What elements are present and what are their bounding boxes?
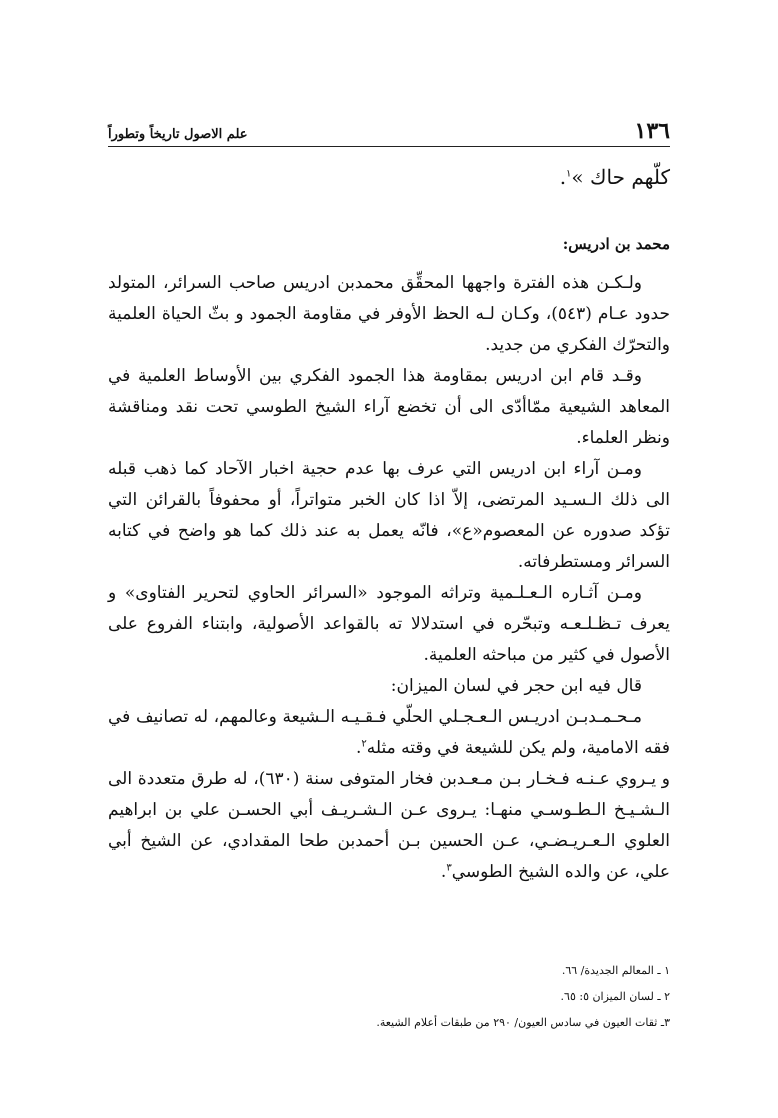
footnote-1: ١ ـ المعالم الجديدة/ ٦٦.	[561, 964, 670, 977]
page-header	[108, 112, 670, 147]
quote-paragraph: مـحـمـدبـن ادريـس الـعـجـلي الحلّي فـقـيـه الـشيعة وعالمهم، له تصانيف في فقه الامامية، ولم يكن للشيعة في وقته مثله$^٢$.	[108, 707, 670, 758]
main-text	[108, 150, 670, 888]
opening-line: كلّهم حاك »$^١$.	[559, 165, 670, 189]
final-text: و يـروي عـنـه فـخـار بـن مـعـدبن فخار المتوفى سنة (٦٣٠)، له طرق متعددة الى الـشـيـخ الـطـوسـي منهـا: يـروى عـن الـشـريـف أبي الحسـن علي بن ابراهيم العلوي الـعـريـضـي، عـن الحسين بـن أحمدبن طحا المقدادي، عن الشيخ أبي علي، عن والده الشيخ الطوسي	[108, 769, 670, 882]
footnote-ref-2: ٢	[361, 738, 367, 750]
page-number: ١٣٦	[634, 118, 670, 144]
footnote-ref-3: ٣	[446, 862, 452, 874]
paragraph-4: ومـن آثـاره الـعـلـمية وتراثه الموجود «السرائر الحاوي لتحرير الفتاوى» و يعرف تـظـلـعـه وتبحّره في استدلالا ته بالقواعد الأصولية، وابتناء الفروع على الأصول في كثير من مباحثه العلمية.	[108, 583, 670, 665]
opening-line-text: كلّهم حاك »	[571, 165, 670, 189]
paragraph-3: ومـن آراء ابن ادريس التي عرف بها عدم حجية اخبار الآحاد كما ذهب قبله الى ذلك الـسـيد المرتضى، إلاّ اذا كان الخبر متواتراً، أو محفوفاً بالقرائن التي تؤكد صدوره عن المعصوم«ع»، فانّه يعمل به عند ذلك كما هو واضح في كتابه السرائر ومستطرفاته.	[108, 459, 670, 572]
paragraph-5: قال فيه ابن حجر في لسان الميزان:	[390, 676, 642, 696]
footnotes	[108, 958, 670, 1036]
running-title: علم الاصول تاريخاً وتطوراً	[108, 127, 248, 142]
quote-text: مـحـمـدبـن ادريـس الـعـجـلي الحلّي فـقـيـه الـشيعة وعالمهم، له تصانيف في فقه الامامية، ولم يكن للشيعة في وقته مثله	[108, 707, 670, 758]
footnote-2: ٢ ـ لسان الميزان ٥: ٦٥.	[560, 990, 670, 1003]
paragraph-2: وقـد قام ابن ادريس بمقاومة هذا الجمود الفكري بين الأوساط العلمية في المعاهد الشيعية ممّاأدّى الى أن تخضع آراء الشيخ الطوسي تحت نقد ومناقشة ونظر العلماء.	[108, 366, 670, 448]
footnote-3: ٣ـ ثقات العيون في سادس العيون/ ٢٩٠ من طبقات أعلام الشيعة.	[376, 1016, 670, 1029]
section-heading: محمد بن ادريس:	[562, 235, 670, 253]
footnote-ref-1: ١	[566, 168, 572, 180]
final-paragraph: و يـروي عـنـه فـخـار بـن مـعـدبن فخار المتوفى سنة (٦٣٠)، له طرق متعددة الى الـشـيـخ الـطـوسـي منهـا: يـروى عـن الـشـريـف أبي الحسـن علي بن ابراهيم العلوي الـعـريـضـي، عـن الحسين بـن أحمدبن طحا المقدادي، عن الشيخ أبي علي، عن والده الشيخ الطوسي$^٣$.	[108, 769, 670, 882]
paragraph-1: ولـكـن هذه الفترة واجهها المحقِّق محمدبن ادريس صاحب السرائر، المتولد حدود عـام (٥٤٣)، وكـان لـه الحظ الأوفر في مقاومة الجمود و بثّ الحياة العلمية والتحرّك الفكري من جديد.	[108, 273, 670, 355]
